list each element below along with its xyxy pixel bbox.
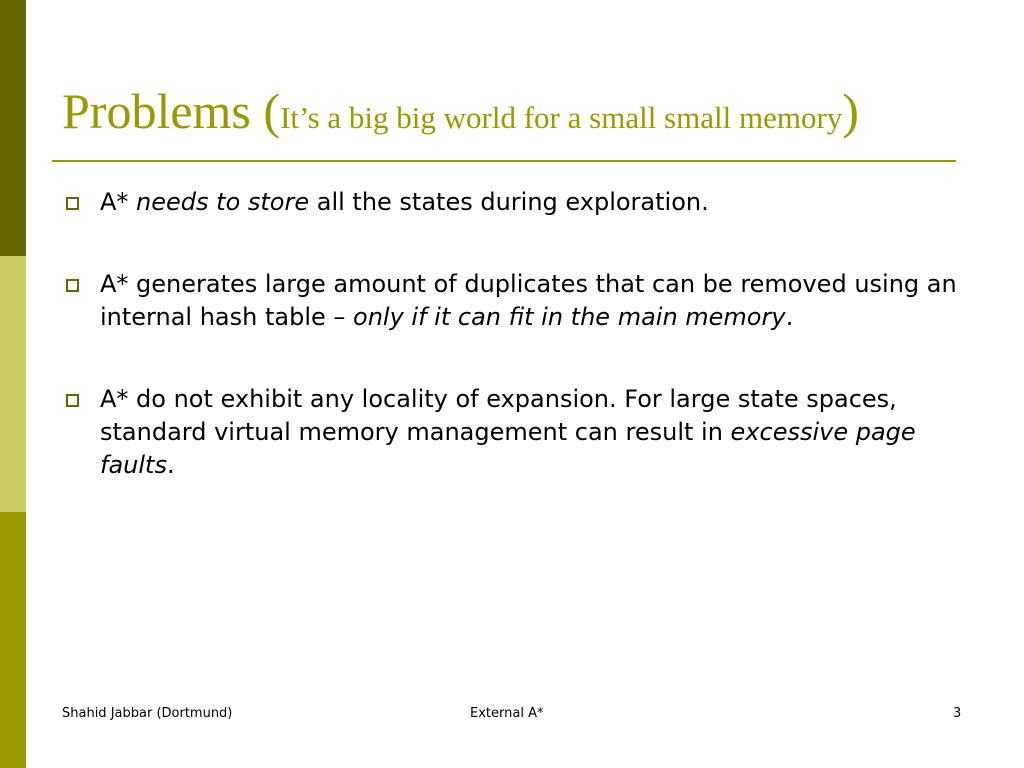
- bullet-emphasis: needs to store: [136, 188, 310, 216]
- bullet-segment: .: [166, 451, 175, 479]
- hollow-square-bullet-icon: [66, 394, 79, 407]
- bullet-segment: A* do not exhibit any locality of expansion. For large state spaces, standard virtual memory management can result in: [100, 385, 897, 446]
- bullet-item: [62, 383, 982, 482]
- slide-title: [62, 83, 859, 139]
- bullet-text: [100, 188, 709, 216]
- bullet-segment: A*: [100, 188, 137, 216]
- title-underline-rule: [52, 160, 956, 162]
- bullet-emphasis: excessive page faults: [100, 418, 916, 479]
- title-open-paren: (: [263, 83, 281, 139]
- footer-page-number: 3: [953, 706, 962, 721]
- bullet-segment: .: [785, 303, 794, 331]
- hollow-square-bullet-icon: [66, 279, 79, 292]
- side-band-bottom: [0, 512, 26, 768]
- bullet-segment: A* generates large amount of duplicates that can be removed using an internal hash table –: [100, 270, 957, 331]
- bullet-emphasis: only if it can fit in the main memory: [353, 303, 786, 331]
- side-band-middle: [0, 256, 26, 512]
- bullet-item: [62, 186, 982, 219]
- bullet-text: [100, 385, 916, 479]
- bullet-text: [100, 270, 957, 331]
- title-subtitle: It’s a big big world for a small small memory: [280, 100, 843, 135]
- footer-author: Shahid Jabbar (Dortmund): [62, 706, 233, 721]
- side-band-top: [0, 0, 26, 256]
- footer-topic: External A*: [470, 706, 544, 721]
- hollow-square-bullet-icon: [66, 197, 79, 210]
- title-close-paren: ): [842, 83, 859, 139]
- bullet-item: [62, 268, 982, 334]
- bullet-list: [62, 186, 982, 531]
- bullet-segment: all the states during exploration.: [309, 188, 709, 216]
- title-main: Problems: [62, 83, 264, 139]
